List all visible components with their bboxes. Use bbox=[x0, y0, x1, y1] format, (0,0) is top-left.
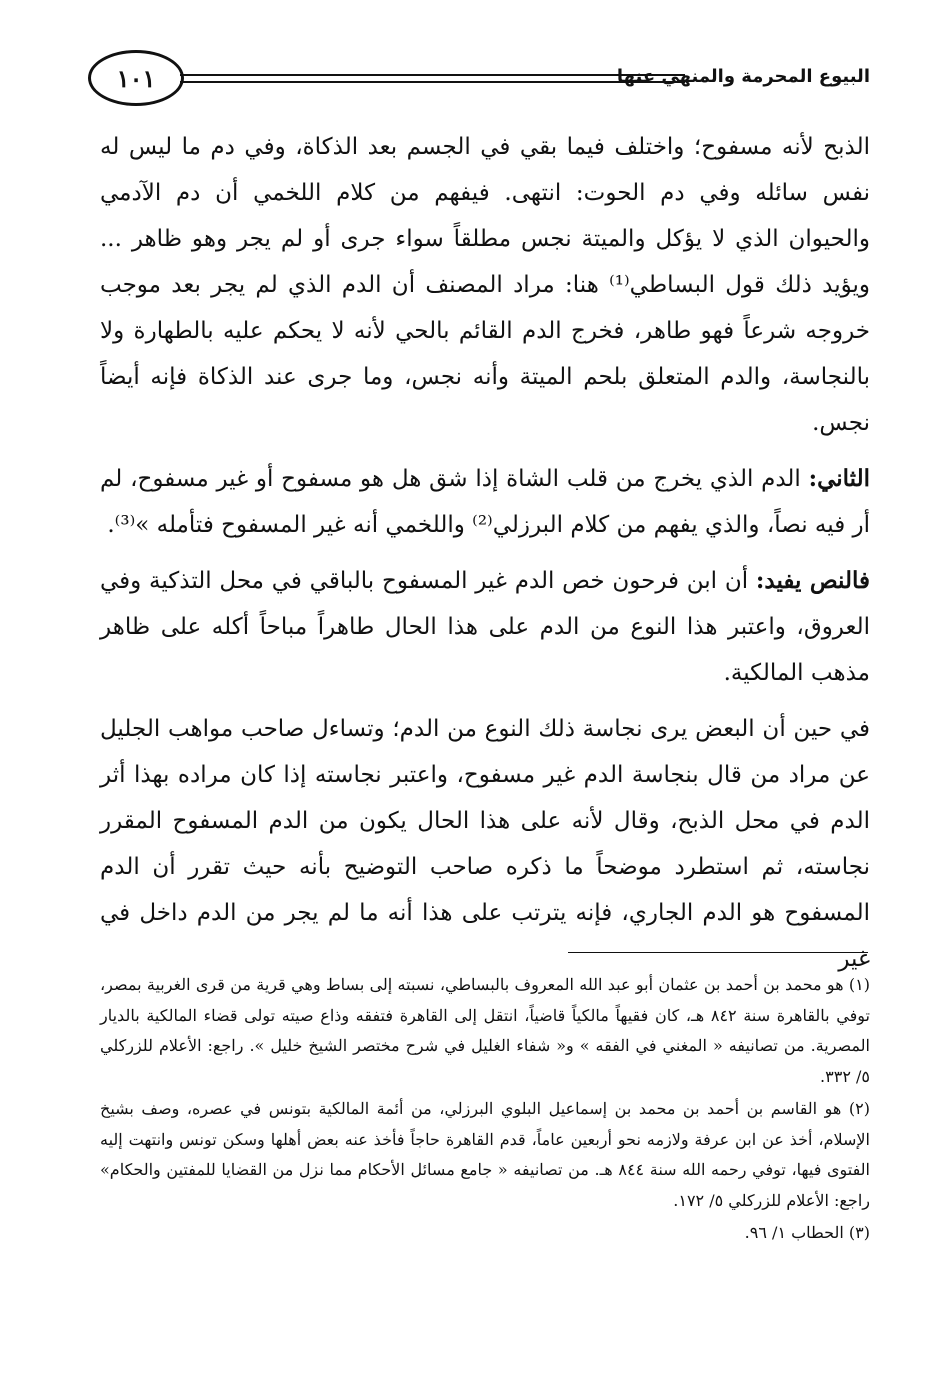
footnote-separator bbox=[568, 952, 868, 953]
footnote-1: (١) هو محمد بن أحمد بن عثمان أبو عبد الله المعروف بالبساطي، نسبته إلى بساط وهي قرية من قرى الغربية بمصر، توفي بالقاهرة سنة ٨٤٢ هـ، كان فقيهاً مالكياً قاضياً، انتقل إلى القاهرة فتفقه وذاع صيته تولى قضاء المالكية بالديار المصرية. من تصانيفه « المغني في الفقه » و« شفاء الغليل في شرح مختصر الشيخ خليل ». راجع: الأعلام للزركلي ٥/ ٣٣٢. bbox=[100, 975, 871, 1086]
paragraph-2 bbox=[100, 456, 870, 548]
footnote-3: (٣) الحطاب ١/ ٩٦. bbox=[744, 1223, 870, 1242]
paragraph-2-lead: الثاني: bbox=[808, 465, 871, 492]
footnote-2: (٢) هو القاسم بن أحمد بن محمد بن إسماعيل البلوي البرزلي، من أئمة المالكية بتونس في عصره، وصف بشيخ الإسلام، أخذ عن ابن عرفة ولازمه نحو أربعين عاماً، قدم القاهرة حاجاً فأخذ عنه بعض أهلها وسكن تونس وانتهت إليه الفتوى فيها، توفي رحمه الله سنة ٨٤٤ هـ. من تصانيفه « جامع مسائل الأحكام مما نزل من القضايا للمفتين والحكام» راجع: الأعلام للزركلي ٥/ ١٧٢. bbox=[100, 1099, 871, 1210]
paragraph-3-lead: فالنص يفيد: bbox=[755, 567, 870, 594]
running-title: البيوع المحرمة والمنهي عنها bbox=[616, 66, 870, 87]
paragraph-2-text: الدم الذي يخرج من قلب الشاة إذا شق هل هو مسفوح أو غير مسفوح، لم أر فيه نصاً، والذي يفهم من كلام البرزلي⁽²⁾ واللخمي أنه غير المسفوح فتأمله »⁽³⁾. bbox=[100, 466, 870, 538]
page-header bbox=[88, 50, 870, 110]
paragraph-3-text: أن ابن فرحون خص الدم غير المسفوح بالباقي في محل التذكية وفي العروق، واعتبر هذا النوع من الدم على هذا الحال طاهراً مباحاً أكله على ظاهر مذهب المالكية. bbox=[100, 568, 870, 686]
paragraph-4: في حين أن البعض يرى نجاسة ذلك النوع من الدم؛ وتساءل صاحب مواهب الجليل عن مراد من قال بنجاسة الدم غير مسفوح، واعتبر نجاسته إذا كان مراده بهذا أثر الدم في محل الذبح، وقال لأنه على هذا الحال يكون من الدم المسفوح المقرر نجاسته، ثم استطرد موضحاً ما ذكره صاحب التوضيح بأنه حيث تقرر أن الدم المسفوح هو الدم الجاري، فإنه يترتب على هذا أنه ما لم يجر من الدم داخل في غير bbox=[100, 716, 870, 972]
paragraph-3 bbox=[100, 558, 870, 696]
paragraph-1: الذبح لأنه مسفوح؛ واختلف فيما بقي في الجسم بعد الذكاة، وفي دم ما ليس له نفس سائله وفي دم الحوت: انتهى. فيفهم من كلام اللخمي أن دم الآدمي والحيوان الذي لا يؤكل والميتة نجس مطلقاً سواء جرى أو لم يجر وهو ظاهر ... ويؤيد ذلك قول البساطي⁽¹⁾ هنا: مراد المصنف أن الدم الذي لم يجر بعد موجب خروجه شرعاً فهو طاهر، فخرج الدم القائم بالحي لأنه لا يحكم عليه بالطهارة ولا بالنجاسة، والدم المتعلق بلحم الميتة وأنه نجس، وما جرى عند الذكاة فإنه أيضاً نجس. bbox=[100, 134, 870, 436]
page-number: ١٠١ bbox=[88, 50, 184, 106]
footnotes bbox=[100, 970, 870, 1251]
main-text bbox=[100, 124, 870, 992]
header-double-rule bbox=[180, 74, 685, 83]
